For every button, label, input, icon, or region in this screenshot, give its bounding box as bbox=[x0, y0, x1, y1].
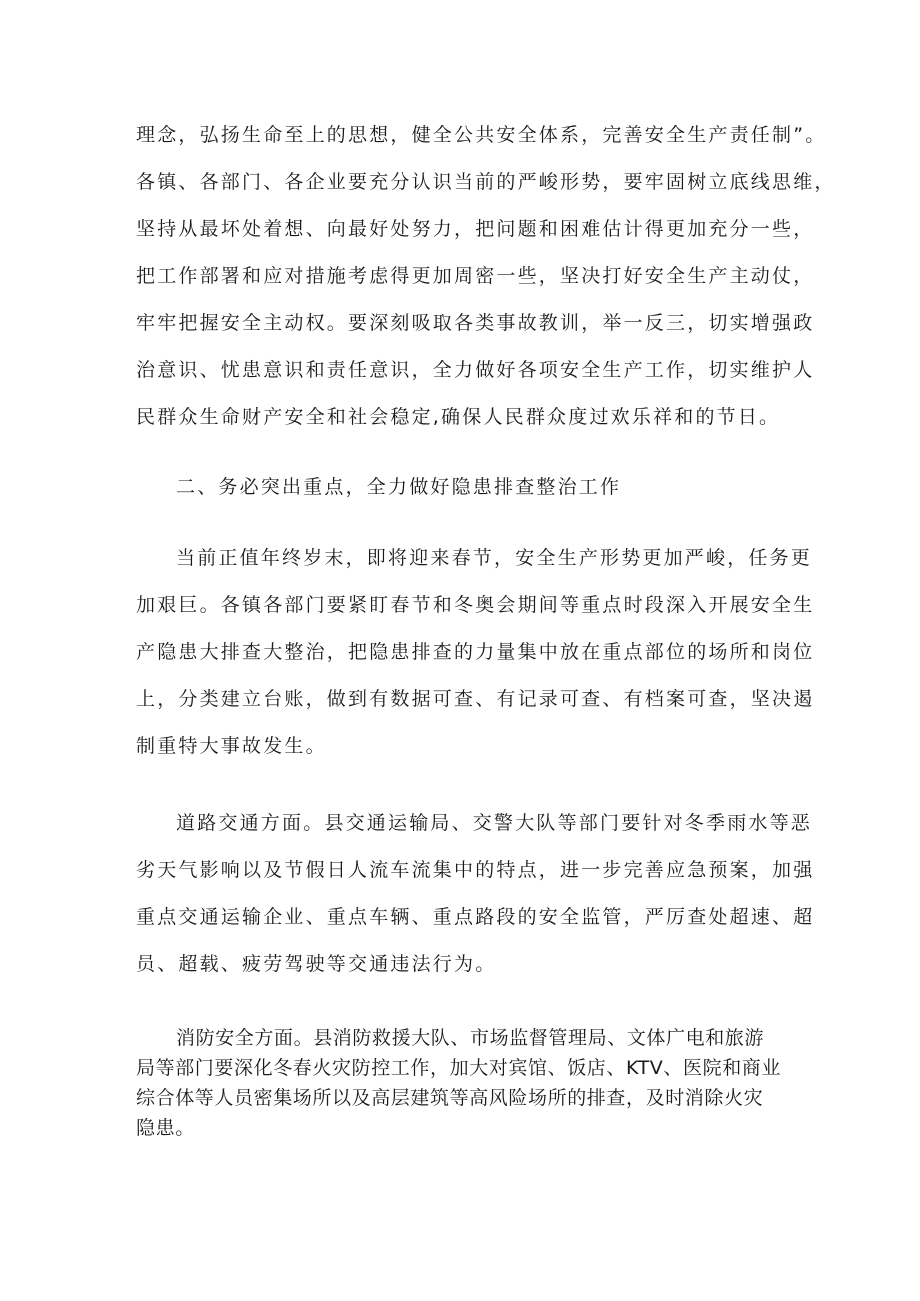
paragraph-1-line-3: 坚持从最坏处着想、向最好处努力，把问题和困难估计得更加充分一些， bbox=[136, 218, 815, 240]
paragraph-2-line-1: 当前正值年终岁末，即将迎来春节，安全生产形势更加严峻，任务更 bbox=[176, 547, 813, 569]
paragraph-1-line-7: 民群众生命财产安全和社会稳定,确保人民群众度过欢乐祥和的节日。 bbox=[136, 406, 781, 428]
paragraph-2-line-3: 产隐患大排查大整治，把隐患排查的力量集中放在重点部位的场所和岗位 bbox=[136, 641, 815, 663]
paragraph-4-line-2: 局等部门要深化冬春火灾防控工作，加大对宾馆、饭店、KTV、医院和商业 bbox=[136, 1057, 781, 1079]
paragraph-3-line-2: 劣天气影响以及节假日人流车流集中的特点，进一步完善应急预案，加强 bbox=[136, 859, 815, 881]
paragraph-2-line-2: 加艰巨。各镇各部门要紧盯春节和冬奥会期间等重点时段深入开展安全生 bbox=[136, 594, 815, 616]
paragraph-1-line-4: 把工作部署和应对措施考虑得更加周密一些，坚决打好安全生产主动仗， bbox=[136, 265, 815, 287]
section-heading-2: 二、务必突出重点，全力做好隐患排查整治工作 bbox=[176, 476, 622, 498]
paragraph-4-line-4: 隐患。 bbox=[136, 1117, 195, 1139]
paragraph-3-line-4: 员、超载、疲劳驾驶等交通违法行为。 bbox=[136, 953, 497, 975]
paragraph-1-line-1: 理念，弘扬生命至上的思想，健全公共安全体系，完善安全生产责任制”。 bbox=[136, 124, 827, 146]
paragraph-1-line-5: 牢牢把握安全主动权。要深刻吸取各类事故教训，举一反三，切实增强政 bbox=[136, 312, 815, 334]
paragraph-3-line-1: 道路交通方面。县交通运输局、交警大队等部门要针对冬季雨水等恶 bbox=[176, 812, 813, 834]
paragraph-4-line-3: 综合体等人员密集场所以及高层建筑等高风险场所的排查，及时消除火灾 bbox=[136, 1087, 764, 1109]
paragraph-2-line-5: 制重特大事故发生。 bbox=[136, 735, 327, 757]
paragraph-4-line-1: 消防安全方面。县消防救援大队、市场监督管理局、文体广电和旅游 bbox=[176, 1027, 765, 1049]
paragraph-3-line-3: 重点交通运输企业、重点车辆、重点路段的安全监管，严厉查处超速、超 bbox=[136, 906, 815, 928]
paragraph-1-line-6: 治意识、忧患意识和责任意识，全力做好各项安全生产工作，切实维护人 bbox=[136, 359, 815, 381]
paragraph-1-line-2: 各镇、各部门、各企业要充分认识当前的严峻形势，要牢固树立底线思维， bbox=[136, 171, 836, 193]
paragraph-2-line-4: 上，分类建立台账，做到有数据可查、有记录可查、有档案可查，坚决遏 bbox=[136, 688, 815, 710]
